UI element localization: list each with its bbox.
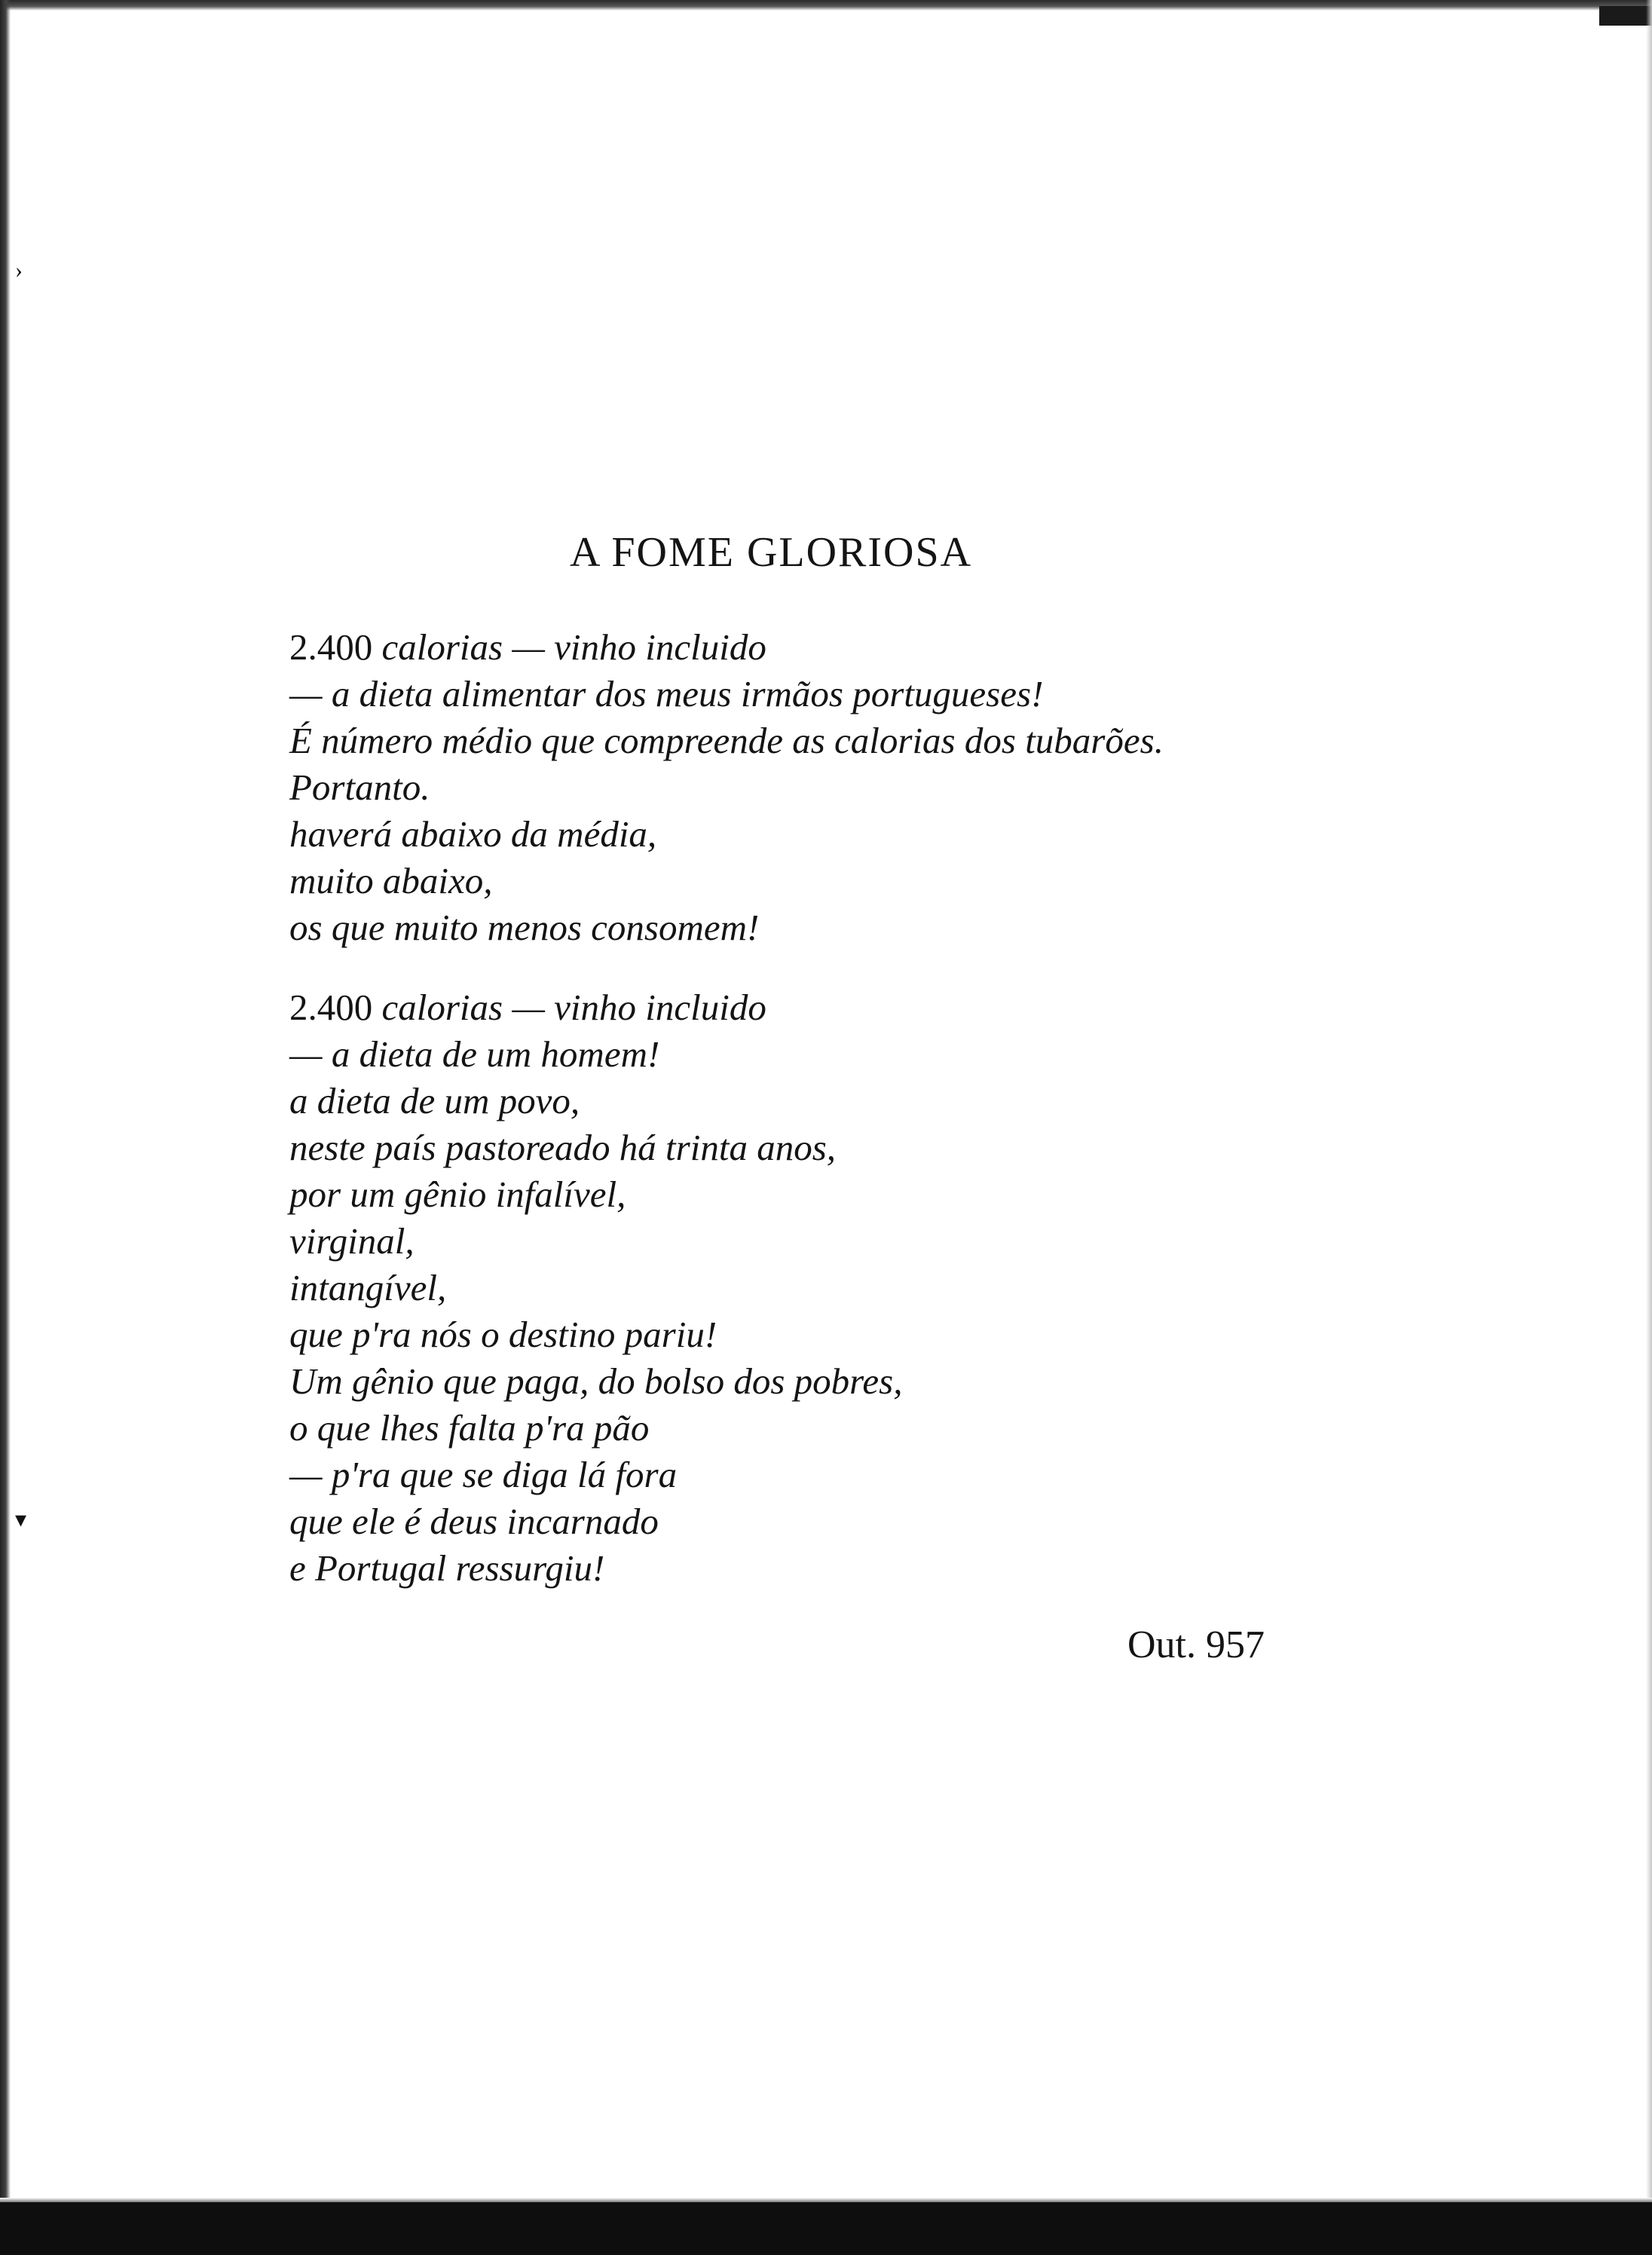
poem-date: Out. 957	[1127, 1623, 1265, 1666]
poem-line: — p'ra que se diga lá fora	[289, 1454, 678, 1495]
scan-mark: ▾	[15, 1507, 27, 1532]
poem-line: — a dieta de um homem!	[289, 1033, 660, 1075]
scan-edge-bottom	[0, 2202, 1652, 2255]
poem-line: haverá abaixo da média,	[289, 813, 657, 855]
scan-edge-left	[0, 0, 11, 2255]
scan-mark: ›	[15, 258, 23, 283]
poem-line: Um gênio que paga, do bolso dos pobres,	[289, 1360, 903, 1402]
stanza-1	[289, 624, 1164, 951]
stanza-2	[289, 984, 902, 1592]
poem-line: É número médio que compreende as calorias dos tubarões.	[289, 720, 1164, 761]
poem-line: a dieta de um povo,	[289, 1080, 580, 1121]
poem-line: que p'ra nós o destino pariu!	[289, 1314, 717, 1355]
poem-line	[289, 624, 1164, 671]
poem-line: muito abaixo,	[289, 860, 493, 901]
poem-line: e Portugal ressurgiu!	[289, 1547, 605, 1589]
poem-line: o que lhes falta p'ra pão	[289, 1407, 650, 1449]
poem-line: virginal,	[289, 1220, 415, 1262]
poem-line-text: calorias — vinho incluido	[381, 987, 766, 1028]
poem-line	[289, 984, 902, 1031]
poem-line: que ele é deus incarnado	[289, 1501, 659, 1542]
scan-edge-corner	[1599, 6, 1652, 26]
poem-line: intangível,	[289, 1267, 447, 1308]
calorie-number: 2.400	[289, 626, 373, 668]
poem-line: por um gênio infalível,	[289, 1173, 626, 1215]
poem-line: Portanto.	[289, 766, 430, 808]
poem-title: A FOME GLORIOSA	[570, 529, 973, 576]
poem-line: — a dieta alimentar dos meus irmãos portugueses!	[289, 673, 1044, 714]
scan-edge-right	[1646, 0, 1652, 2255]
poem-line-text: calorias — vinho incluido	[381, 626, 766, 668]
poem-line: os que muito menos consomem!	[289, 907, 760, 948]
calorie-number: 2.400	[289, 987, 373, 1028]
scan-edge-top	[0, 0, 1652, 11]
poem-line: neste país pastoreado há trinta anos,	[289, 1127, 837, 1168]
